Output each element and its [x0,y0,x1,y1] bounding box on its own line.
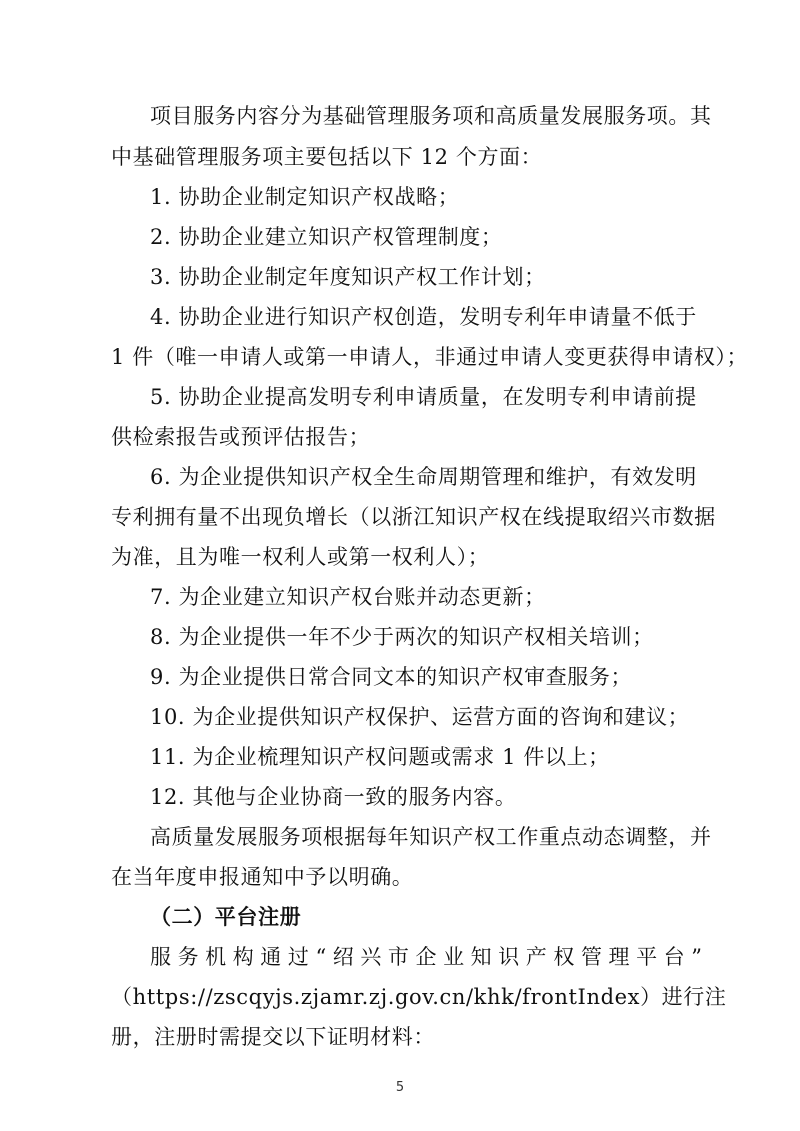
list-item-5-line-2: 供检索报告或预评估报告； [111,425,371,449]
section-heading: （二）平台注册 [150,904,302,929]
list-item-12: 12. 其他与企业协商一致的服务内容。 [150,785,517,809]
list-item-1: 1. 协助企业制定知识产权战略； [150,185,460,209]
intro-line-2: 中基础管理服务项主要包括以下 12 个方面： [111,145,543,169]
high-quality-line-1: 高质量发展服务项根据每年知识产权工作重点动态调整，并 [150,825,712,849]
list-item-7: 7. 为企业建立知识产权台账并动态更新； [150,585,546,609]
high-quality-line-2: 在当年度申报通知中予以明确。 [111,865,414,889]
list-item-11: 11. 为企业梳理知识产权问题或需求 1 件以上； [150,745,610,769]
registration-line-1: 服务机构通过“绍兴市企业知识产权管理平台” [150,945,702,969]
list-item-6-line-1: 6. 为企业提供知识产权全生命周期管理和维护，有效发明 [150,465,697,489]
registration-line-2: （https://zscqyjs.zjamr.zj.gov.cn/khk/frontIndex）进行注 [111,985,727,1009]
list-item-3: 3. 协助企业制定年度知识产权工作计划； [150,265,546,289]
list-item-6-line-3: 为准，且为唯一权利人或第一权利人）； [111,545,490,569]
list-item-5-line-1: 5. 协助企业提高发明专利申请质量，在发明专利申请前提 [150,385,697,409]
list-item-8: 8. 为企业提供一年不少于两次的知识产权相关培训； [150,625,654,649]
list-item-2: 2. 协助企业建立知识产权管理制度； [150,225,503,249]
page-number: 5 [395,1080,405,1095]
registration-line-3: 册，注册时需提交以下证明材料： [111,1025,435,1049]
list-item-10: 10. 为企业提供知识产权保护、运营方面的咨询和建议； [150,705,690,729]
intro-line-1: 项目服务内容分为基础管理服务项和高质量发展服务项。其 [150,104,712,128]
list-item-9: 9. 为企业提供日常合同文本的知识产权审查服务； [150,665,633,689]
list-item-6-line-2: 专利拥有量不出现负增长（以浙江知识产权在线提取绍兴市数据 [111,505,716,529]
list-item-4-line-1: 4. 协助企业进行知识产权创造，发明专利年申请量不低于 [150,305,697,329]
list-item-4-line-2: 1 件（唯一申请人或第一申请人，非通过申请人变更获得申请权）； [111,345,749,369]
